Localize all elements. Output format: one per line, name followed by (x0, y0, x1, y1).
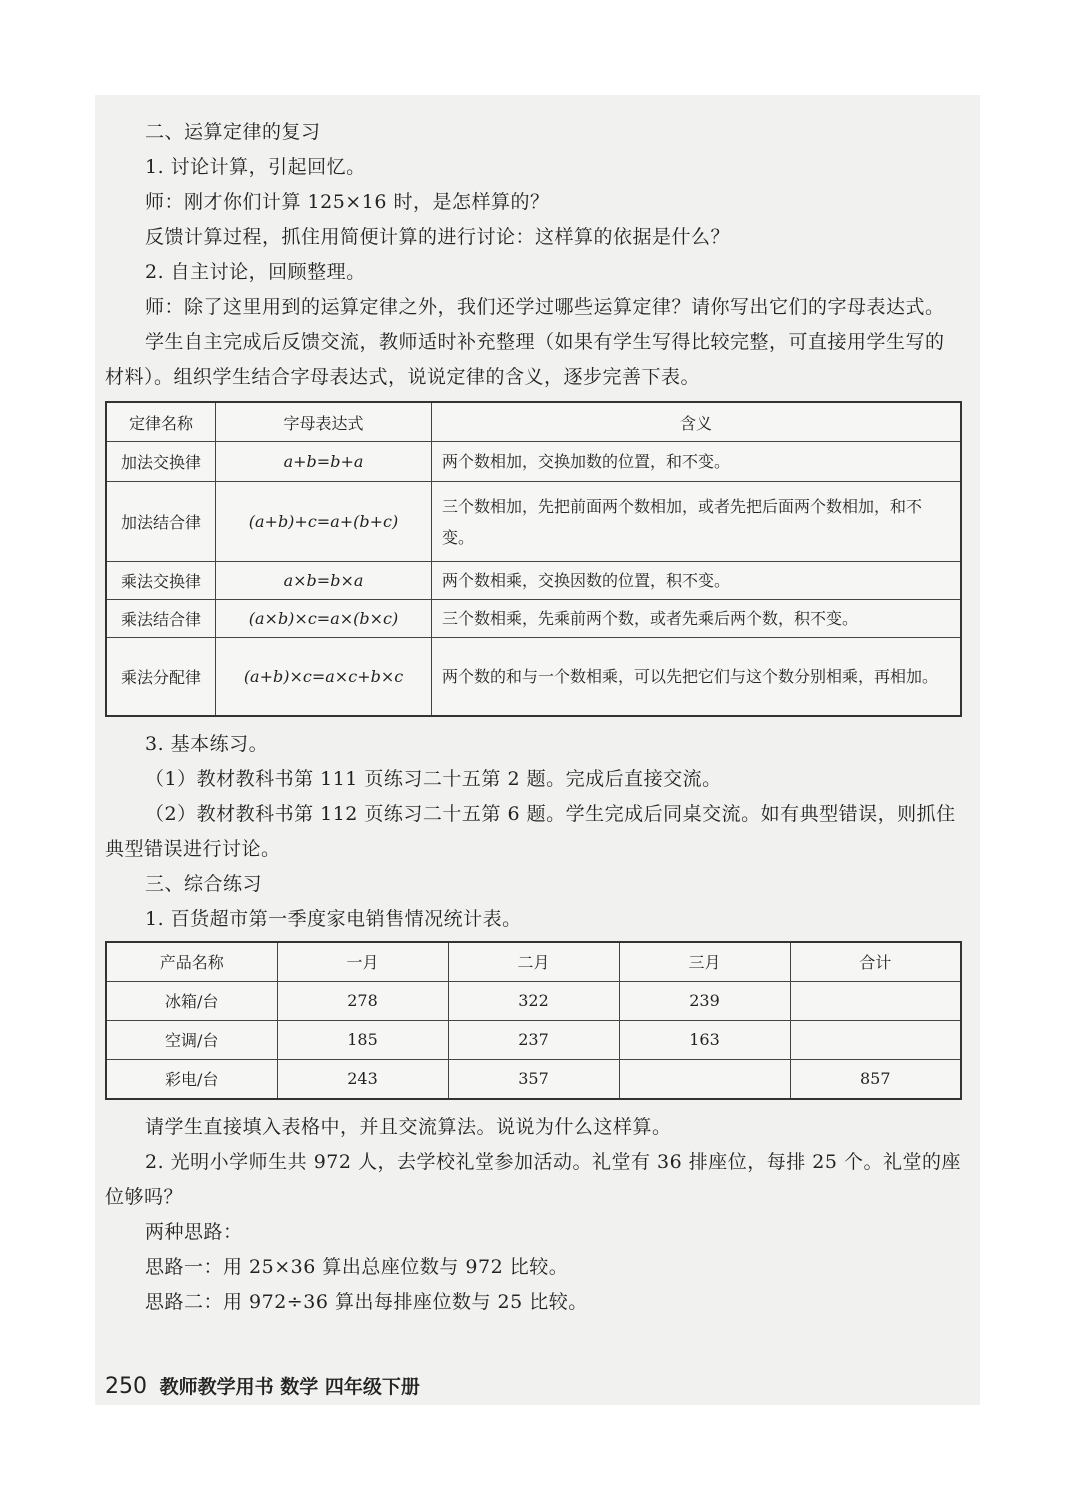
table-cell (790, 981, 961, 1020)
table-cell: 237 (448, 1020, 619, 1059)
table-cell: 278 (277, 981, 448, 1020)
table-header: 二月 (448, 942, 619, 982)
page-footer (105, 1372, 420, 1399)
paragraph: （2）教材教科书第 112 页练习二十五第 6 题。学生完成后同桌交流。如有典型错误，则抓住典型错误进行讨论。 (105, 802, 956, 860)
law-formula: a×b=b×a (216, 562, 432, 600)
paragraph: 2. 自主讨论，回顾整理。 (145, 261, 366, 283)
sales-table (105, 941, 962, 1100)
table-header: 含义 (432, 402, 962, 442)
law-meaning: 三个数相加，先把前面两个数相加，或者先把后面两个数相加，和不变。 (432, 482, 962, 562)
table-cell: 857 (790, 1059, 961, 1099)
page-number: 250 (105, 1374, 147, 1399)
table-row (106, 1020, 961, 1059)
law-name: 加法结合律 (106, 482, 216, 562)
table-cell: 163 (619, 1020, 790, 1059)
table-cell: 239 (619, 981, 790, 1020)
law-name: 加法交换律 (106, 442, 216, 482)
table-cell: 357 (448, 1059, 619, 1099)
law-meaning: 两个数相加，交换加数的位置，和不变。 (432, 442, 962, 482)
table-header: 合计 (790, 942, 961, 982)
paragraph: 请学生直接填入表格中，并且交流算法。说说为什么这样算。 (145, 1115, 672, 1138)
section-heading-2: 二、运算定律的复习 (145, 121, 321, 143)
laws-table (105, 401, 962, 717)
table-cell (790, 1020, 961, 1059)
table-cell: 322 (448, 981, 619, 1020)
paragraph: 1. 讨论计算，引起回忆。 (145, 156, 366, 178)
product-name: 冰箱/台 (106, 981, 277, 1020)
section-heading-3: 三、综合练习 (145, 872, 263, 895)
law-name: 乘法交换律 (106, 562, 216, 600)
table-header: 一月 (277, 942, 448, 982)
table-cell: 185 (277, 1020, 448, 1059)
table-row (106, 981, 961, 1020)
table-cell (619, 1059, 790, 1099)
paragraph: 思路一：用 25×36 算出总座位数与 972 比较。 (145, 1255, 569, 1278)
book-page (95, 95, 980, 1405)
law-name: 乘法结合律 (106, 600, 216, 638)
law-meaning: 两个数相乘，交换因数的位置，积不变。 (432, 562, 962, 600)
law-meaning: 三个数相乘，先乘前两个数，或者先乘后两个数，积不变。 (432, 600, 962, 638)
paragraph: 思路二：用 972÷36 算出每排座位数与 25 比较。 (145, 1290, 588, 1313)
table-header: 字母表达式 (216, 402, 432, 442)
law-formula: (a×b)×c=a×(b×c) (216, 600, 432, 638)
paragraph: 3. 基本练习。 (145, 732, 269, 755)
table-header: 产品名称 (106, 942, 277, 982)
page-content (105, 115, 962, 1320)
table-row (106, 1059, 961, 1099)
table-row (106, 562, 961, 600)
law-name: 乘法分配律 (106, 638, 216, 716)
paragraph: 师：除了这里用到的运算定律之外，我们还学过哪些运算定律？请你写出它们的字母表达式。 (145, 296, 945, 318)
paragraph: 反馈计算过程，抓住用简便计算的进行讨论：这样算的依据是什么？ (145, 226, 731, 248)
table-header-row (106, 942, 961, 982)
paragraph: 1. 百货超市第一季度家电销售情况统计表。 (145, 907, 522, 930)
paragraph: 两种思路： (145, 1220, 243, 1243)
product-name: 空调/台 (106, 1020, 277, 1059)
book-title: 教师教学用书 数学 四年级下册 (159, 1376, 420, 1398)
paragraph: （1）教材教科书第 111 页练习二十五第 2 题。完成后直接交流。 (145, 767, 722, 790)
table-row (106, 482, 961, 562)
paragraph: 师：刚才你们计算 125×16 时，是怎样算的？ (145, 191, 550, 213)
law-meaning: 两个数的和与一个数相乘，可以先把它们与这个数分别相乘，再相加。 (432, 638, 962, 716)
paragraph: 2. 光明小学师生共 972 人，去学校礼堂参加活动。礼堂有 36 排座位，每排 25 个。礼堂的座位够吗？ (105, 1150, 962, 1208)
paragraph: 学生自主完成后反馈交流，教师适时补充整理（如果有学生写得比较完整，可直接用学生写的材料）。组织学生结合字母表达式，说说定律的含义，逐步完善下表。 (105, 331, 945, 388)
law-formula: (a+b)×c=a×c+b×c (216, 638, 432, 716)
table-row (106, 600, 961, 638)
table-header: 定律名称 (106, 402, 216, 442)
table-cell: 243 (277, 1059, 448, 1099)
table-row (106, 638, 961, 716)
table-header: 三月 (619, 942, 790, 982)
law-formula: a+b=b+a (216, 442, 432, 482)
product-name: 彩电/台 (106, 1059, 277, 1099)
table-header-row (106, 402, 961, 442)
table-row (106, 442, 961, 482)
law-formula: (a+b)+c=a+(b+c) (216, 482, 432, 562)
